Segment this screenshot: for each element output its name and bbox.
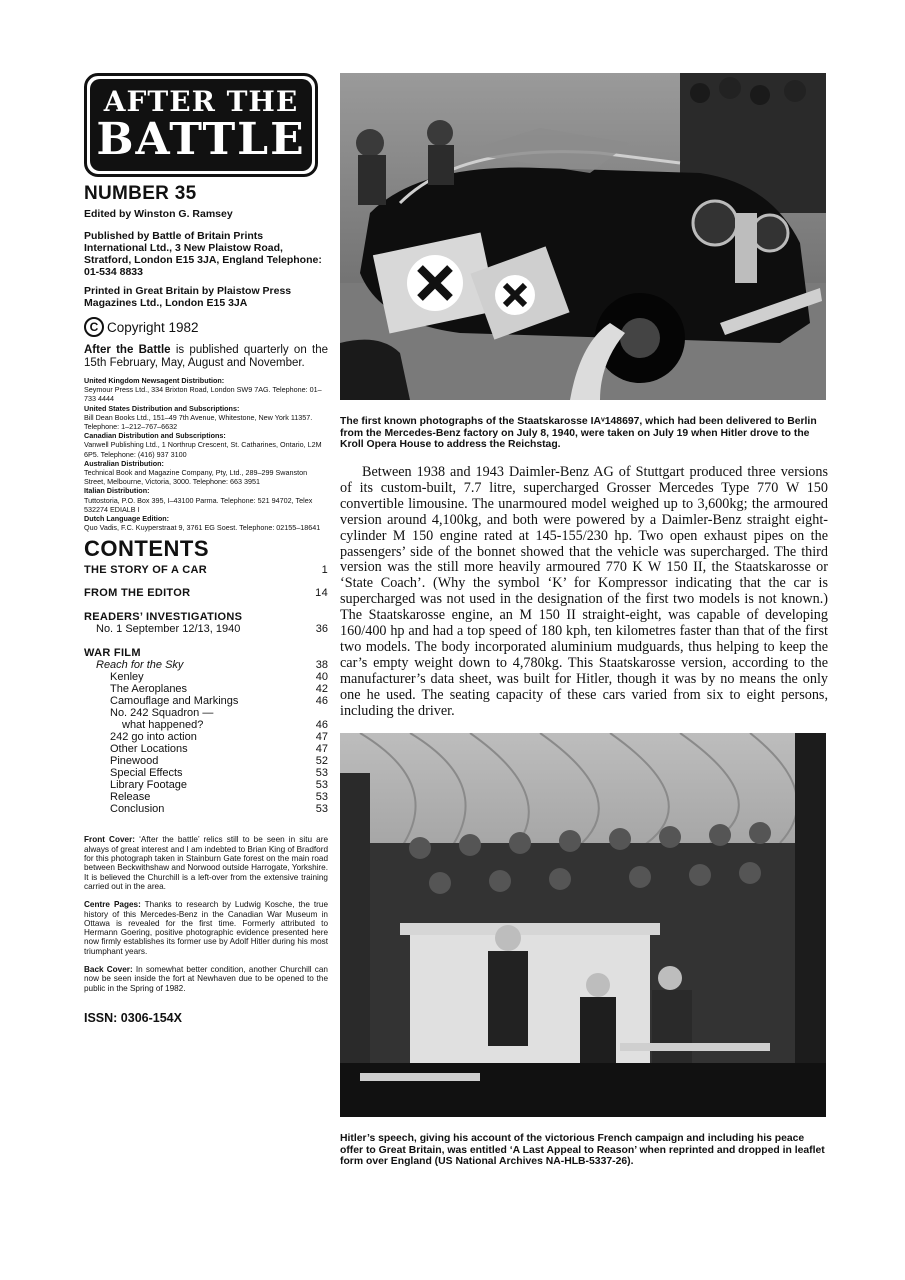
distribution-text: Vanwell Publishing Ltd., 1 Northrup Crescent, St. Catharines, Ontario, L2M 6P5. Telephone: (416) 937 3100 xyxy=(84,440,322,459)
centre-pages-note xyxy=(84,900,328,956)
toc-entry xyxy=(84,611,328,623)
toc-entry xyxy=(84,803,328,815)
issue-number: NUMBER 35 xyxy=(84,183,197,204)
note-label: Back Cover: xyxy=(84,965,133,975)
photo-reichstag-speech xyxy=(340,733,826,1117)
toc-label: READERS’ INVESTIGATIONS xyxy=(84,611,243,624)
note-text: Thanks to research by Ludwig Kosche, the true history of this Mercedes-Benz in the Canadian War Museum in Ottawa is revealed for the first time. Formerly attributed to Hermann Goering, positive photographic evidence presented here now firmly establishes its former use by Adolf Hitler during his most triumphant years. xyxy=(84,900,329,956)
toc-label: Kenley xyxy=(110,671,144,684)
photo-reichstag-image xyxy=(340,733,826,1117)
distribution-text: Quo Vadis, F.C. Kuyperstraat 9, 3761 EG Soest. Telephone: 02155–18641 xyxy=(84,523,321,533)
toc-entry xyxy=(84,647,328,659)
toc-entry xyxy=(84,743,328,755)
toc-label: Special Effects xyxy=(110,767,183,780)
toc-page: 38 xyxy=(315,659,328,672)
issn: ISSN: 0306-154X xyxy=(84,1010,182,1025)
distribution-heading: Canadian Distribution and Subscriptions: xyxy=(84,431,226,441)
toc-entry xyxy=(84,707,328,719)
toc-entry xyxy=(84,659,328,671)
toc-page: 46 xyxy=(315,695,328,708)
toc-page: 40 xyxy=(315,671,328,684)
toc-entry xyxy=(84,695,328,707)
article-body: Between 1938 and 1943 Daimler-Benz AG of Stuttgart produced three versions of its custom-built, 7.7 litre, supercharged Grosser Mercedes Type 770 W 150 convertible limousine. The unarmoured model weighed up to 3,600kg; the armoured version around 4,100kg, and both were powered by a Daimler-Benz straight eight-cylinder M 150 engine rated at 145-155/230 hp. Two open exhaust pipes on the passengers’ side of the bonnet showed that the vehicle was supercharged. The third version was the still more heavily armoured 770 K W 150 II, the Staatskarosse or ‘State Coach’. (Why the symbol ‘K’ for Kompressor indicating that the car is supercharged was not used in the designation of the first two models is not known.) The Staatskarosse engine, an M 150 II straight-eight, was capable of developing 160/400 hp and had a top speed of 180 kph, ten kilometres faster than that of the first two models. The body incorporated aluminium mudguards, thus helping to keep the car’s empty weight down to 4,780kg. This Staatskarosse version, according to the manufacturer’s data sheet, was built for Hitler, though it was by no means the only one he used. The seating capacity of these cars varied from six to eight persons, including the driver. xyxy=(340,464,828,719)
schedule-text: is published quarterly on the 15th February, May, August and November. xyxy=(84,344,328,369)
toc-page: 42 xyxy=(315,683,328,696)
toc-label: Release xyxy=(110,791,151,804)
toc-label: WAR FILM xyxy=(84,647,141,660)
toc-entry xyxy=(84,683,328,695)
toc-label: Reach for the Sky xyxy=(96,659,184,672)
cover-notes xyxy=(84,835,328,992)
toc-label: Pinewood xyxy=(110,755,159,768)
toc-page: 14 xyxy=(315,587,328,600)
distribution-text: Seymour Press Ltd., 334 Brixton Road, London SW9 7AG. Telephone: 01–733 4444 xyxy=(84,385,322,404)
toc-entry xyxy=(84,779,328,791)
distribution-text: Tuttostoria, P.O. Box 395, I–43100 Parma. Telephone: 521 94702, Telex 532274 EDIALB I xyxy=(84,495,313,514)
toc-entry xyxy=(84,587,328,599)
contents-title: CONTENTS xyxy=(84,536,209,562)
photo-mercedes-image xyxy=(340,73,826,400)
toc-entry xyxy=(84,791,328,803)
toc-label: No. 242 Squadron — xyxy=(110,707,214,720)
toc-entry xyxy=(84,767,328,779)
photo-caption-2: Hitler’s speech, giving his account of the victorious French campaign and including his peace offer to Great Britain, was entitled ‘A Last Appeal to Reason’ when reprinted and dropped in leaflet form over England (US National Archives NA-HLB-5337-26). xyxy=(340,1133,825,1168)
copyright-line xyxy=(84,317,328,337)
distribution-list xyxy=(84,376,328,532)
masthead-line1: AFTER THE xyxy=(103,85,299,118)
front-cover-note xyxy=(84,835,328,891)
masthead-logo xyxy=(84,73,318,177)
distribution-heading: Australian Distribution: xyxy=(84,458,164,468)
publisher-info: Published by Battle of Britain Prints International Ltd., 3 New Plaistow Road, Stratford, London E15 3JA, England Telephone: 01-534 8833 xyxy=(84,230,322,278)
toc-label: Conclusion xyxy=(110,803,165,816)
distribution-text: Bill Dean Books Ltd., 151–49 7th Avenue, Whitestone, New York 11357. Telephone: 1–212–767–6632 xyxy=(84,412,313,432)
toc-entry xyxy=(84,564,328,576)
toc-label: 242 go into action xyxy=(110,731,197,744)
copyright-icon: C xyxy=(84,317,104,337)
toc-label: what happened? xyxy=(122,719,204,732)
publication-schedule xyxy=(84,344,328,369)
toc-page: 46 xyxy=(315,719,328,732)
distribution-heading: United States Distribution and Subscriptions: xyxy=(84,403,240,413)
toc-page: 53 xyxy=(315,767,328,780)
back-cover-note xyxy=(84,965,328,993)
schedule-title: After the Battle xyxy=(84,344,171,356)
toc-page: 53 xyxy=(315,803,328,816)
masthead-line2: BATTLE xyxy=(96,114,306,165)
photo-caption-1: The first known photographs of the Staatskarosse IAᵛ148697, which had been delivered to Berlin from the Mercedes-Benz factory on July 8, 1940, were taken on July 19 when Hitler drove to the Kroll Opera House to address the Reichstag. xyxy=(340,416,817,451)
note-text: In somewhat better condition, another Churchill can now be seen inside the fort at Newhaven due to be opened to the public in the Spring of 1982. xyxy=(84,965,328,993)
toc-entry xyxy=(84,731,328,743)
toc-label: No. 1 September 12/13, 1940 xyxy=(96,623,241,636)
left-column xyxy=(84,73,328,1025)
toc-page: 1 xyxy=(321,564,328,577)
distribution-heading: Dutch Language Edition: xyxy=(84,514,170,524)
toc-page: 36 xyxy=(315,623,328,636)
copyright-text: Copyright 1982 xyxy=(107,319,199,335)
toc-page: 53 xyxy=(315,779,328,792)
toc-label: THE STORY OF A CAR xyxy=(84,564,207,577)
toc-entry xyxy=(84,623,328,635)
toc-label: FROM THE EDITOR xyxy=(84,587,191,600)
distribution-text: Technical Book and Magazine Company, Pty, Ltd., 289–299 Swanston Street, Melbourne, Victoria, 3000. Telephone: 663 3951 xyxy=(84,468,308,487)
toc-entry xyxy=(84,755,328,767)
toc-page: 52 xyxy=(315,755,328,768)
toc-page: 53 xyxy=(315,791,328,804)
distribution-heading: Italian Distribution: xyxy=(84,486,150,496)
toc-label: Other Locations xyxy=(110,743,188,756)
toc-page: 47 xyxy=(315,731,328,744)
toc-label: Library Footage xyxy=(110,779,188,792)
toc-entry xyxy=(84,671,328,683)
toc-label: Camouflage and Markings xyxy=(110,695,239,708)
note-label: Centre Pages: xyxy=(84,900,141,910)
distribution-heading: United Kingdom Newsagent Distribution: xyxy=(84,376,225,385)
editor-credit: Edited by Winston G. Ramsey xyxy=(84,208,233,220)
toc-label: The Aeroplanes xyxy=(110,683,188,696)
photo-mercedes-parade xyxy=(340,73,826,400)
toc-entry xyxy=(84,719,328,731)
table-of-contents xyxy=(84,564,328,815)
note-text: ‘After the battle’ relics still to be seen in situ are always of great interest and I am indebted to Brian King of Bradford for this photograph taken in Stainburn Gate forest on the main road between Beckwithshaw and Norwood outside Harrogate, Yorkshire. It is believed the Churchill is a left-over from the extensive training carried out in the area. xyxy=(84,835,329,891)
note-label: Front Cover: xyxy=(84,835,135,845)
toc-page: 47 xyxy=(315,743,328,756)
printer-info: Printed in Great Britain by Plaistow Press Magazines Ltd., London E15 3JA xyxy=(84,285,292,309)
